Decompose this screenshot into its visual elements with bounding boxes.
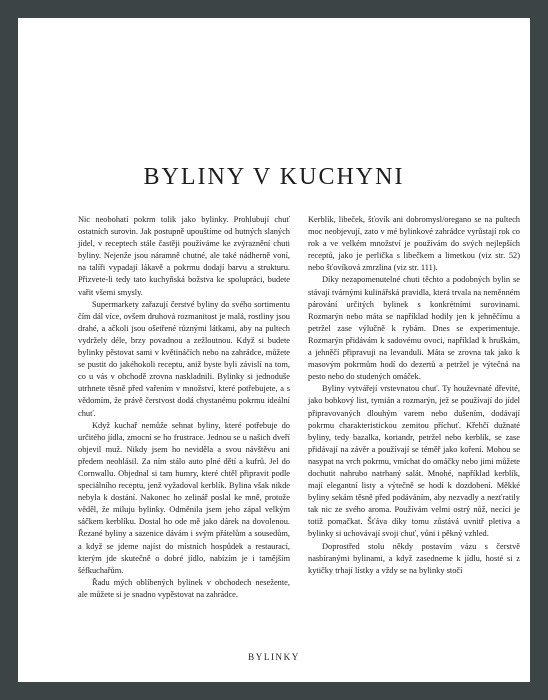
- running-footer: BYLINKY: [248, 652, 300, 662]
- paragraph: Řadu mých oblíbených bylinek v obchodech nesežente, ale můžete si je snadno vypěstovat na zahrádce.: [78, 577, 290, 599]
- paragraph: Když kuchař nemůže sehnat byliny, které potřebuje do určitého jídla, zmocní se ho frustrace. Jednou se u našich dveří objevil muž. Nikdy jsem ho neviděla a svou návštěvu ani předem neohlásil. Za ním stálo auto plné dětí a kufrů. Jel do Cornwallu. Objednal si tam humry, které chtěl připravit podle speciálního receptu, jenž vyžadoval kerblík. Bylina však nikde nebyla k dostání. Nakonec ho zelinář poslal ke mně, protože věděl, že miluju bylinky. Odměnila jsem jeho zápal velkým sáčkem kerblíku. Dostal ho ode mě jako dárek na dovolenou. Řezané byliny a sazenice dávám i svým přátelům a sousedům, a když se jdeme najíst do místních hospůdek a restaurací, kterým jde skutečně o dobré jídlo, nabízím je i tamějším šéfkuchařům.: [78, 420, 290, 575]
- paragraph: Kerblík, libeček, šťovík ani dobromysl/oregano se na pultech moc neobjevují, zato v mé bylinkové zahrádce vyrůstají rok co rok a ve velkém množství je používám do svých nejlepších receptů, jako je perlička s libečkem a limetkou (viz str. 52) nebo šťovíková zmrzlina (viz str. 111).: [308, 215, 520, 273]
- left-text-column: [78, 214, 290, 601]
- paragraph: Byliny vytvářejí vrstevnatou chuť. Ty houževnaté dřevité, jako bobkový list, tymián a rozmarýn, jež se používají do jídel připravovaných dlouhým varem nebo dušením, dodávají pokrmu charakteristickou zemitou příchuť. Křehčí dužnaté byliny, tedy bazalka, koriandr, petržel nebo kerblík, se zase přidávají na závěr a používají se téměř jako koření. Mohou se nasypat na vrch pokrmu, vmíchat do omáčky nebo jimi můžete dochutit nahrubo natrhaný salát. Mnohé, například kerblík, mají elegantní listy a výtečně se hodí k dozdobení. Měkké byliny sekám těsně před podáváním, aby nezvadly a nezťratily tak nic ze svého aroma. Používám velmi ostrý nůž, necíci je totiž pomačkat. Šťáva díky tomu zůstává uvnitř pletiva a bylinky si uchovávají svoji chuť, vůni i pěkný vzhled.: [308, 384, 520, 539]
- paragraph: Doprostřed stolu někdy postavím vázu s čerstvě nasbíranými bylinami, a když zasedneme k jídlu, hosté si z kytičky trhají lístky a vždy se na bylinky stočí: [308, 541, 520, 575]
- paragraph: Díky nezapomenutelné chuti těchto a podobných bylin se stávají tvárnými kulinářská pravidla, která trvala na neměnném párování určitých bylinek s konkrétními surovinami. Rozmarýn nebo máta se například hodily jen k jehněčímu a petržel zase výlučně k rybám. Dnes se experimentuje. Rozmarýn přidávám k sadovému ovoci, například k hruškám, a jehněčí připravuji na levanduli. Máta se zrovna tak jako k masovým pokrmům hodí do dezertů a petržel je výtečná na pesto nebo do studených omáček.: [308, 275, 520, 382]
- book-page: [18, 18, 530, 682]
- paragraph: Supermarkety zařazují čerstvé byliny do svého sortimentu čím dál více, ovšem druhová rozmanitost je malá, rostliny jsou drahé, a ačkoli jsou ošetřené různými látkami, aby na pultech vydržely déle, brzy povadnou a zežloutnou. Když si budete bylinky pěstovat sami v květináčích nebo na zahrádce, můžete se pustit do jakéhokoli receptu, aniž byste byli závislí na tom, co u vás v obchodě zrovna naskladnili. Bylinky si jednoduše utrhnete těsně před vařením v množství, které potřebujete, a s vědomím, že právě čerstvost dodá chystanému pokrmu ideální chuť.: [78, 299, 290, 418]
- paragraph: Nic neobohatí pokrm tolik jako bylinky. Prohlubují chuť ostatních surovin. Jak postupně upouštíme od hutných slaných jídel, v receptech stále častěji používáme ke zvýraznění chuti byliny. Nejenže jsou náramně chutné, ale také nádherně voní, na talíři vypadají lákavě a pokrmu dodají barvu a strukturu. Přizvete-li tedy tato kuchyňská božstva ke spolupráci, budete vařit všemi smysly.: [78, 215, 290, 297]
- page-title: BYLINY V KUCHYNI: [143, 164, 405, 190]
- right-text-column: [308, 214, 520, 577]
